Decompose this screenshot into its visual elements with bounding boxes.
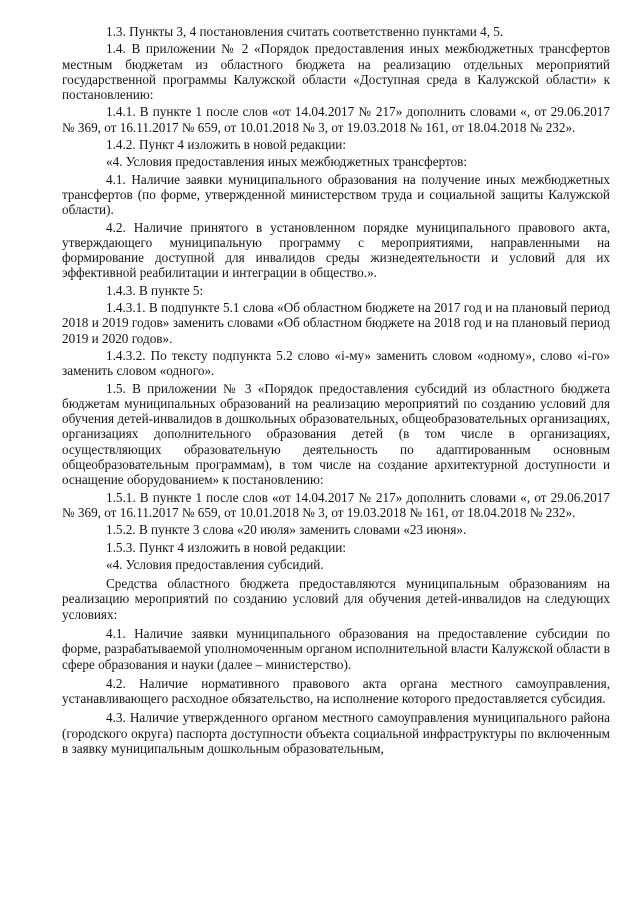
paragraph-1-4-3-1: 1.4.3.1. В подпункте 5.1 слова «Об областном бюджете на 2017 год и на плановый период 2018 и 2019 годов» заменить словами «Об областном бюджете на 2018 год и на плановый период 2019 и 2020 годов». xyxy=(62,300,610,346)
paragraph-regional-funds: Средства областного бюджета предоставляются муниципальным образованиям на реализацию мероприятий по созданию условий для обучения детей-инвалидов на следующих условиях: xyxy=(62,576,610,622)
paragraph-subsidy-4-3: 4.3. Наличие утвержденного органом местного самоуправления муниципального района (городского округа) паспорта доступности объекта социальной инфраструктуры по включенным в заявку муниципальным дошкольным образовательным, xyxy=(62,710,610,757)
paragraph-1-5-2: 1.5.2. В пункте 3 слова «20 июля» заменить словами «23 июня». xyxy=(106,522,467,538)
paragraph-1-4-1: 1.4.1. В пункте 1 после слов «от 14.04.2017 № 217» дополнить словами «, от 29.06.2017 № 369, от 16.11.2017 № 659, от 10.01.2018 № 3, от 19.03.2018 № 161, от 18.04.2018 № 232». xyxy=(62,104,610,135)
paragraph-subsidy-4-2: 4.2. Наличие нормативного правового акта органа местного самоуправления, устанавливающего расходное обязательство, на исполнение которого предоставляется субсидия. xyxy=(62,675,610,707)
paragraph-1-5-3: 1.5.3. Пункт 4 изложить в новой редакции: xyxy=(106,539,347,555)
paragraph-subsidy-conditions-title: «4. Условия предоставления субсидий. xyxy=(106,556,324,572)
paragraph-1-4: 1.4. В приложении № 2 «Порядок предоставления иных межбюджетных трансфертов местным бюджетам из областного бюджета на реализацию отдельных мероприятий государственной программы Калужской области «Доступная среда в Калужской области» к постановлению: xyxy=(62,41,610,103)
paragraph-1-5-1: 1.5.1. В пункте 1 после слов «от 14.04.2017 № 217» дополнить словами «, от 29.06.2017 № 369, от 16.11.2017 № 659, от 10.01.2018 № 3, от 19.03.2018 № 161, от 18.04.2018 № 232». xyxy=(62,489,610,520)
paragraph-subsidy-4-1: 4.1. Наличие заявки муниципального образования на предоставление субсидии по форме, разрабатываемой уполномоченным органом исполнительной власти Калужской области в сфере образования и науки (далее – министерство). xyxy=(62,625,610,672)
paragraph-1-4-3: 1.4.3. В пункте 5: xyxy=(106,282,204,298)
paragraph-4-1: 4.1. Наличие заявки муниципального образования на получение иных межбюджетных трансфертов (по форме, утвержденной министерством труда и социальной защиты Калужской области). xyxy=(62,171,610,218)
paragraph-1-4-3-2: 1.4.3.2. По тексту подпункта 5.2 слово «i-му» заменить словом «одному», слово «i-го» заменить словом «одного». xyxy=(62,347,610,379)
paragraph-4-2: 4.2. Наличие принятого в установленном порядке муниципального правового акта, утверждающего муниципальную программу с мероприятиями, направленными на формирование доступной для инвалидов среды жизнедеятельности и условий для их эффективной реабилитации и интеграции в общество.». xyxy=(62,219,610,281)
paragraph-1-5: 1.5. В приложении № 3 «Порядок предоставления субсидий из областного бюджета бюджетам муниципальных образований на реализацию мероприятий по созданию условий для обучения детей-инвалидов в дошкольных образовательных, общеобразовательных организациях, организациях дополнительного образования детей (в том числе в организациях, осуществляющих образовательную деятельность по адаптированным основным общеобразовательным программам), в том числе на создание архитектурной доступности и оснащение оборудованием» к постановлению: xyxy=(62,380,610,488)
paragraph-section-4-title: «4. Условия предоставления иных межбюджетных трансфертов: xyxy=(106,154,468,170)
paragraph-1-4-2: 1.4.2. Пункт 4 изложить в новой редакции: xyxy=(106,137,347,153)
paragraph-1-3: 1.3. Пункты 3, 4 постановления считать соответственно пунктами 4, 5. xyxy=(106,24,504,39)
